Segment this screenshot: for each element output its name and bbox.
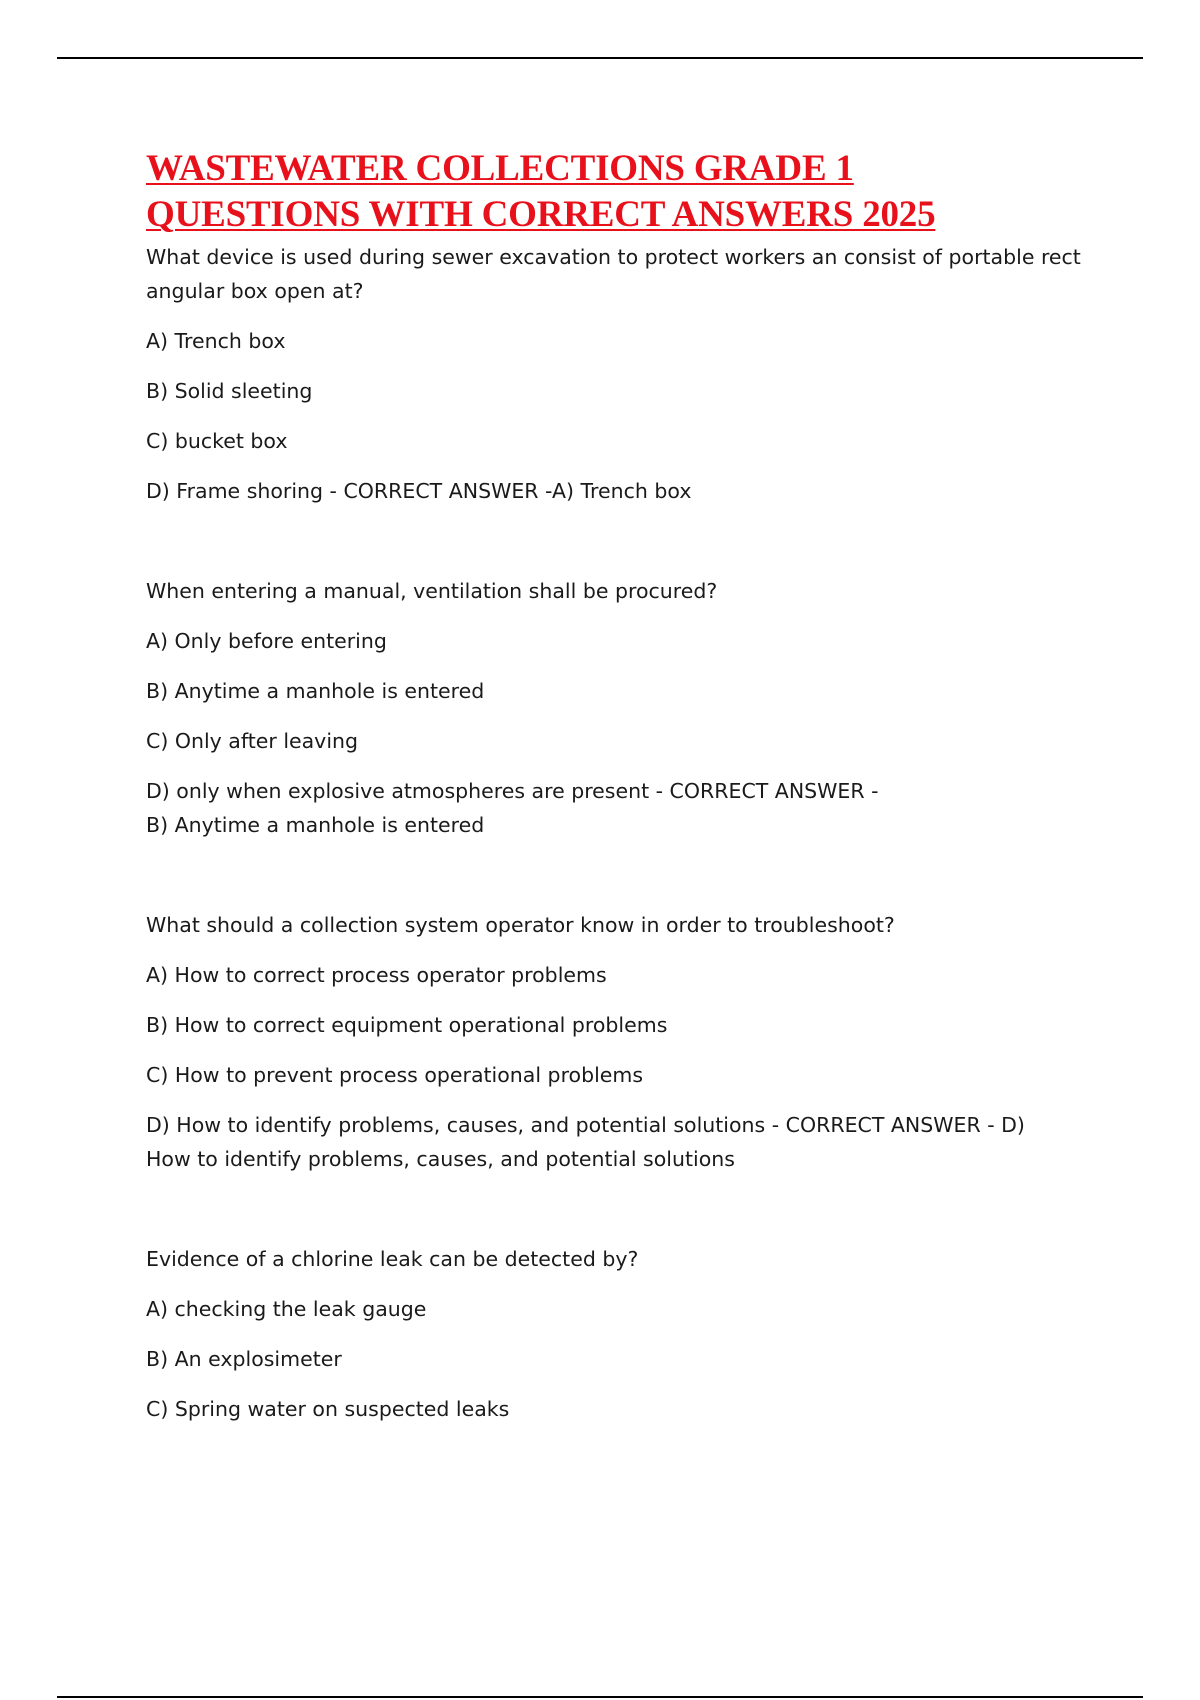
document-body [146, 146, 1086, 1492]
answer-option-with-correct-answer: D) only when explosive atmospheres are present - CORRECT ANSWER - B) Anytime a manhole is entered [146, 779, 879, 837]
answer-option-with-correct-answer: D) Frame shoring - CORRECT ANSWER -A) Trench box [146, 479, 692, 503]
answer-option: C) bucket box [146, 429, 288, 453]
top-rule [57, 57, 1143, 59]
answer-option: A) Trench box [146, 329, 286, 353]
question-text: Evidence of a chlorine leak can be detected by? [146, 1247, 639, 1271]
answer-option-with-correct-answer: D) How to identify problems, causes, and potential solutions - CORRECT ANSWER - D) How to identify problems, causes, and potential solutions [146, 1113, 1025, 1171]
question-text: What device is used during sewer excavation to protect workers an consist of portable rect angular box open at? [146, 245, 1081, 303]
question-text: When entering a manual, ventilation shall be procured? [146, 579, 718, 603]
answer-option: C) How to prevent process operational problems [146, 1063, 644, 1087]
document-title-line-2: QUESTIONS WITH CORRECT ANSWERS 2025 [146, 194, 936, 235]
answer-option: C) Spring water on suspected leaks [146, 1397, 510, 1421]
answer-option: B) How to correct equipment operational problems [146, 1013, 668, 1037]
question-block-2 [146, 574, 1086, 842]
answer-option: A) Only before entering [146, 629, 387, 653]
answer-option: C) Only after leaving [146, 729, 359, 753]
answer-option: B) Anytime a manhole is entered [146, 679, 485, 703]
question-block-1 [146, 240, 1086, 508]
answer-option: B) Solid sleeting [146, 379, 313, 403]
document-title-line-1: WASTEWATER COLLECTIONS GRADE 1 [146, 148, 854, 189]
answer-option: B) An explosimeter [146, 1347, 342, 1371]
answer-option: A) How to correct process operator problems [146, 963, 607, 987]
question-block-4 [146, 1242, 1086, 1426]
bottom-rule [57, 1696, 1143, 1698]
question-text: What should a collection system operator know in order to troubleshoot? [146, 913, 895, 937]
answer-option: A) checking the leak gauge [146, 1297, 427, 1321]
question-block-3 [146, 908, 1086, 1176]
